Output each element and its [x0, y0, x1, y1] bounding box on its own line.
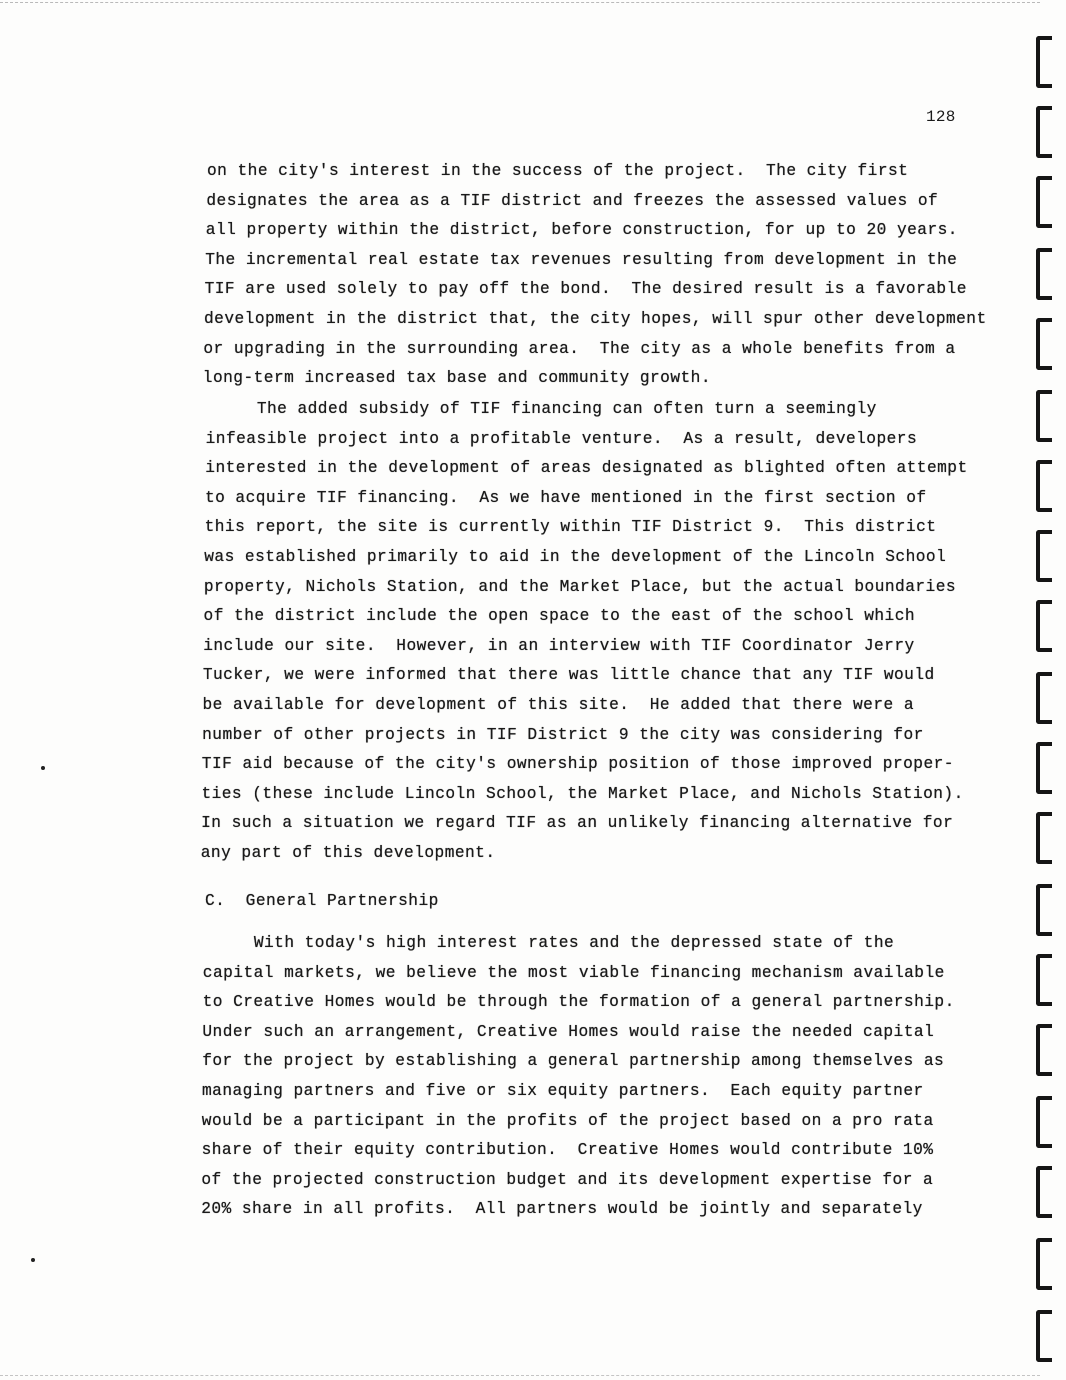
text-line: long-term increased tax base and community growth.: [202, 369, 712, 388]
text-line: of the district include the open space to the east of the school which: [203, 607, 916, 626]
perforation-mark: [1036, 248, 1052, 300]
page-number: 128: [926, 108, 956, 126]
text-line: interested in the development of areas designated as blighted often attempt: [205, 459, 968, 478]
text-line: managing partners and five or six equity partners. Each equity partner: [202, 1082, 924, 1100]
perforation-mark: [1036, 954, 1052, 1006]
text-line: capital markets, we believe the most viable financing mechanism available: [202, 963, 945, 982]
scan-bottom-edge: [0, 1375, 1040, 1376]
text-line: With today's high interest rates and the depressed state of the: [203, 934, 895, 952]
scan-top-edge: [0, 2, 1040, 3]
binding-perforation-strip: [1030, 0, 1066, 1380]
text-line: on the city's interest in the success of the project. The city first: [207, 162, 909, 180]
text-line: designates the area as a TIF district and freezes the assessed values of: [206, 191, 939, 210]
text-line: would be a participant in the profits of the project based on a pro rata: [201, 1111, 934, 1130]
perforation-mark: [1036, 884, 1052, 936]
perforation-mark: [1036, 812, 1052, 864]
text-line: to Creative Homes would be through the formation of a general partnership.: [202, 993, 955, 1012]
text-line: be available for development of this site. He added that there were a: [202, 696, 914, 714]
text-line: Under such an arrangement, Creative Homes would raise the needed capital: [202, 1022, 935, 1041]
perforation-mark: [1036, 106, 1052, 158]
text-line: The incremental real estate tax revenues resulting from development in the: [205, 250, 958, 269]
text-line: infeasible project into a profitable venture. As a result, developers: [205, 429, 918, 448]
perforation-mark: [1036, 742, 1052, 794]
text-line: number of other projects in TIF District 9 the city was considering for: [202, 725, 924, 744]
section-heading-general-partnership: C. General Partnership: [205, 892, 439, 910]
text-line: all property within the district, before construction, for up to 20 years.: [205, 221, 958, 240]
scan-speck: [31, 1258, 35, 1262]
text-line: 20% share in all profits. All partners would be jointly and separately: [201, 1200, 923, 1219]
scan-speck: [41, 766, 45, 770]
text-line: this report, the site is currently within TIF District 9. This district: [204, 518, 937, 537]
perforation-mark: [1036, 36, 1052, 88]
perforation-mark: [1036, 600, 1052, 652]
perforation-mark: [1036, 1024, 1052, 1076]
perforation-mark: [1036, 1166, 1052, 1218]
text-line: to acquire TIF financing. As we have mentioned in the first section of: [204, 488, 927, 507]
perforation-mark: [1036, 318, 1052, 370]
text-line: property, Nichols Station, and the Market Place, but the actual boundaries: [203, 577, 957, 596]
text-line: development in the district that, the city hopes, will spur other development: [204, 310, 987, 328]
text-line: The added subsidy of TIF financing can often turn a seemingly: [206, 400, 877, 418]
perforation-mark: [1036, 530, 1052, 582]
text-line: or upgrading in the surrounding area. The city as a whole benefits from a: [203, 339, 956, 358]
perforation-mark: [1036, 1096, 1052, 1148]
text-line: include our site. However, in an interview with TIF Coordinator Jerry: [203, 636, 915, 655]
text-line: Tucker, we were informed that there was little chance that any TIF would: [202, 666, 935, 685]
text-line: of the projected construction budget and its development expertise for a: [201, 1170, 934, 1189]
perforation-mark: [1036, 1238, 1052, 1290]
text-line: TIF are used solely to pay off the bond. The desired result is a favorable: [204, 280, 967, 299]
perforation-mark: [1036, 390, 1052, 442]
text-line: ties (these include Lincoln School, the Market Place, and Nichols Station).: [201, 784, 964, 803]
text-line: was established primarily to aid in the development of the Lincoln School: [204, 548, 947, 566]
text-line: for the project by establishing a general partnership among themselves as: [202, 1052, 945, 1071]
perforation-mark: [1036, 672, 1052, 724]
text-line: share of their equity contribution. Creative Homes would contribute 10%: [201, 1141, 934, 1160]
text-line: any part of this development.: [200, 844, 496, 862]
text-line: In such a situation we regard TIF as an unlikely financing alternative for: [201, 814, 954, 833]
perforation-mark: [1036, 176, 1052, 228]
text-line: TIF aid because of the city's ownership position of those improved proper-: [201, 755, 954, 774]
perforation-mark: [1036, 460, 1052, 512]
perforation-mark: [1036, 1310, 1052, 1362]
